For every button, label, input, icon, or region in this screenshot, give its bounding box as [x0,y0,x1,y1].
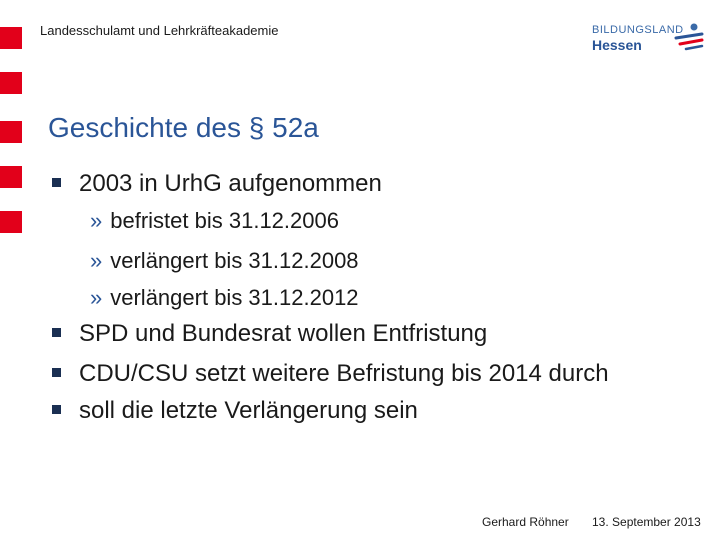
sub-bullet-item [90,208,339,234]
slide-title: Geschichte des § 52a [48,112,319,143]
logo-line1: BILDUNGSLAND [592,24,684,36]
sub-bullet-text: verlängert bis 31.12.2008 [110,248,359,273]
logo-line2: Hessen [592,37,642,53]
sub-bullet-text: befristet bis 31.12.2006 [110,208,339,233]
red-accent-block-3 [0,121,22,143]
red-accent-block-2 [0,72,22,94]
bullet-text: soll die letzte Verlängerung sein [79,397,418,424]
footer-date: 13. September 2013 [592,515,701,529]
red-accent-block-1 [0,27,22,49]
double-chevron-icon: » [90,248,103,273]
bullet-item [52,360,609,388]
logo-figure-icon [672,22,706,52]
bullet-square-icon [52,368,61,377]
bullet-item [52,170,382,198]
bullet-item [52,320,487,348]
bullet-square-icon [52,328,61,337]
sub-bullet-text: verlängert bis 31.12.2012 [110,285,359,310]
double-chevron-icon: » [90,285,103,310]
red-accent-block-4 [0,166,22,188]
header-organization: Landesschulamt und Lehrkräfteakademie [40,23,279,38]
bullet-text: SPD und Bundesrat wollen Entfristung [79,320,488,347]
footer-author: Gerhard Röhner [482,515,569,529]
sub-bullet-item [90,248,359,274]
bullet-text: CDU/CSU setzt weitere Befristung bis 2014 durch [79,360,609,387]
bullet-square-icon [52,405,61,414]
red-accent-block-5 [0,211,22,233]
bullet-text: 2003 in UrhG aufgenommen [79,170,382,197]
bildungsland-hessen-logo [590,20,710,60]
bullet-item [52,397,418,425]
double-chevron-icon: » [90,208,103,233]
sub-bullet-item [90,285,359,311]
bullet-square-icon [52,178,61,187]
